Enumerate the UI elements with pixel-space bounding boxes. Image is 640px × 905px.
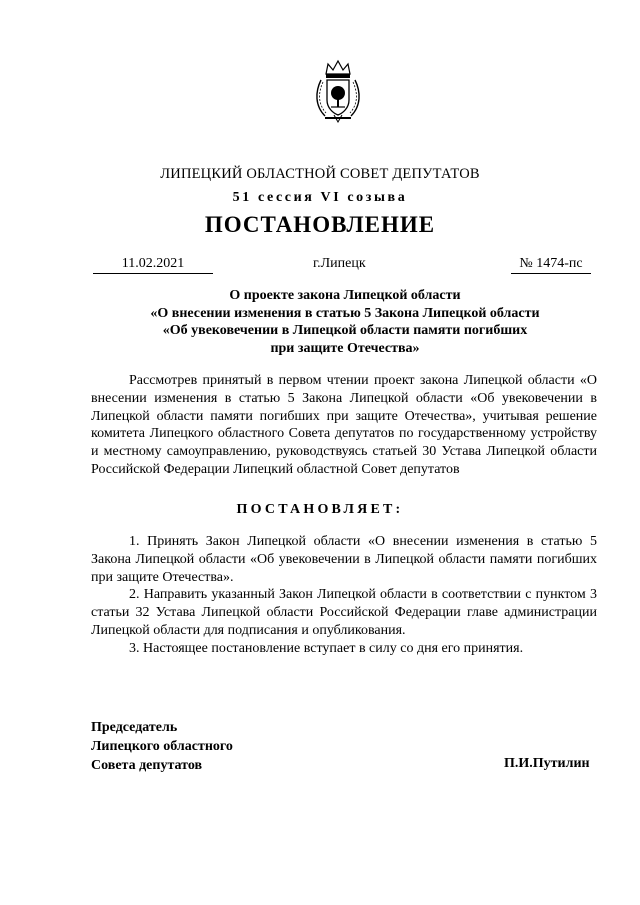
decree-item: 1. Принять Закон Липецкой области «О внесении изменения в статью 5 Закона Липецкой области «Об увековечении в Липецкой области памяти погибших при защите Отечества». [91, 534, 597, 585]
signatory-name: П.И.Путилин [504, 756, 590, 771]
document-city: г.Липецк [313, 256, 366, 271]
document-number: № 1474-пс [511, 256, 591, 274]
subject-line: при защите Отечества» [270, 340, 420, 356]
decree-item: 3. Настоящее постановление вступает в силу со дня его принятия. [129, 640, 524, 656]
signatory-title-line: Липецкого областного [91, 739, 233, 754]
decree-item: 2. Направить указанный Закон Липецкой области в соответствии с пунктом 3 статьи 32 Устава Липецкой области Российской Федерации главе администрации Липецкой области для подписания и опубликования. [91, 587, 597, 638]
subject-line: О проекте закона Липецкой области [229, 288, 461, 303]
subject-line: «Об увековечении в Липецкой области памяти погибших [162, 323, 528, 338]
subject-line: «О внесении изменения в статью 5 Закона Липецкой области [150, 305, 540, 321]
preamble-paragraph: Рассмотрев принятый в первом чтении проект закона Липецкой области «О внесении изменения в статью 5 Закона Липецкой области «Об увековечении в Липецкой области памяти погибших при защите Отечества», учитывая решение комитета Липецкого областного Совета депутатов по государственному устройству и местному самоуправлению, руководствуясь статьей 30 Устава Липецкой области Российской Федерации Липецкий областной Совет депутатов [91, 373, 597, 477]
decree-items [91, 533, 597, 658]
signatory-title-line: Совета депутатов [91, 758, 203, 773]
document-subject [80, 287, 610, 357]
document-type: ПОСТАНОВЛЕНИЕ [204, 212, 436, 237]
council-name: ЛИПЕЦКИЙ ОБЛАСТНОЙ СОВЕТ ДЕПУТАТОВ [160, 166, 480, 182]
signatory-title-line: Председатель [91, 720, 178, 735]
decree-heading: ПОСТАНОВЛЯЕТ: [236, 502, 404, 517]
session-number: 51 сессия VI созыва [232, 190, 408, 205]
signatory-title [91, 718, 233, 775]
document-date: 11.02.2021 [93, 256, 213, 274]
coat-of-arms-icon [313, 58, 363, 124]
